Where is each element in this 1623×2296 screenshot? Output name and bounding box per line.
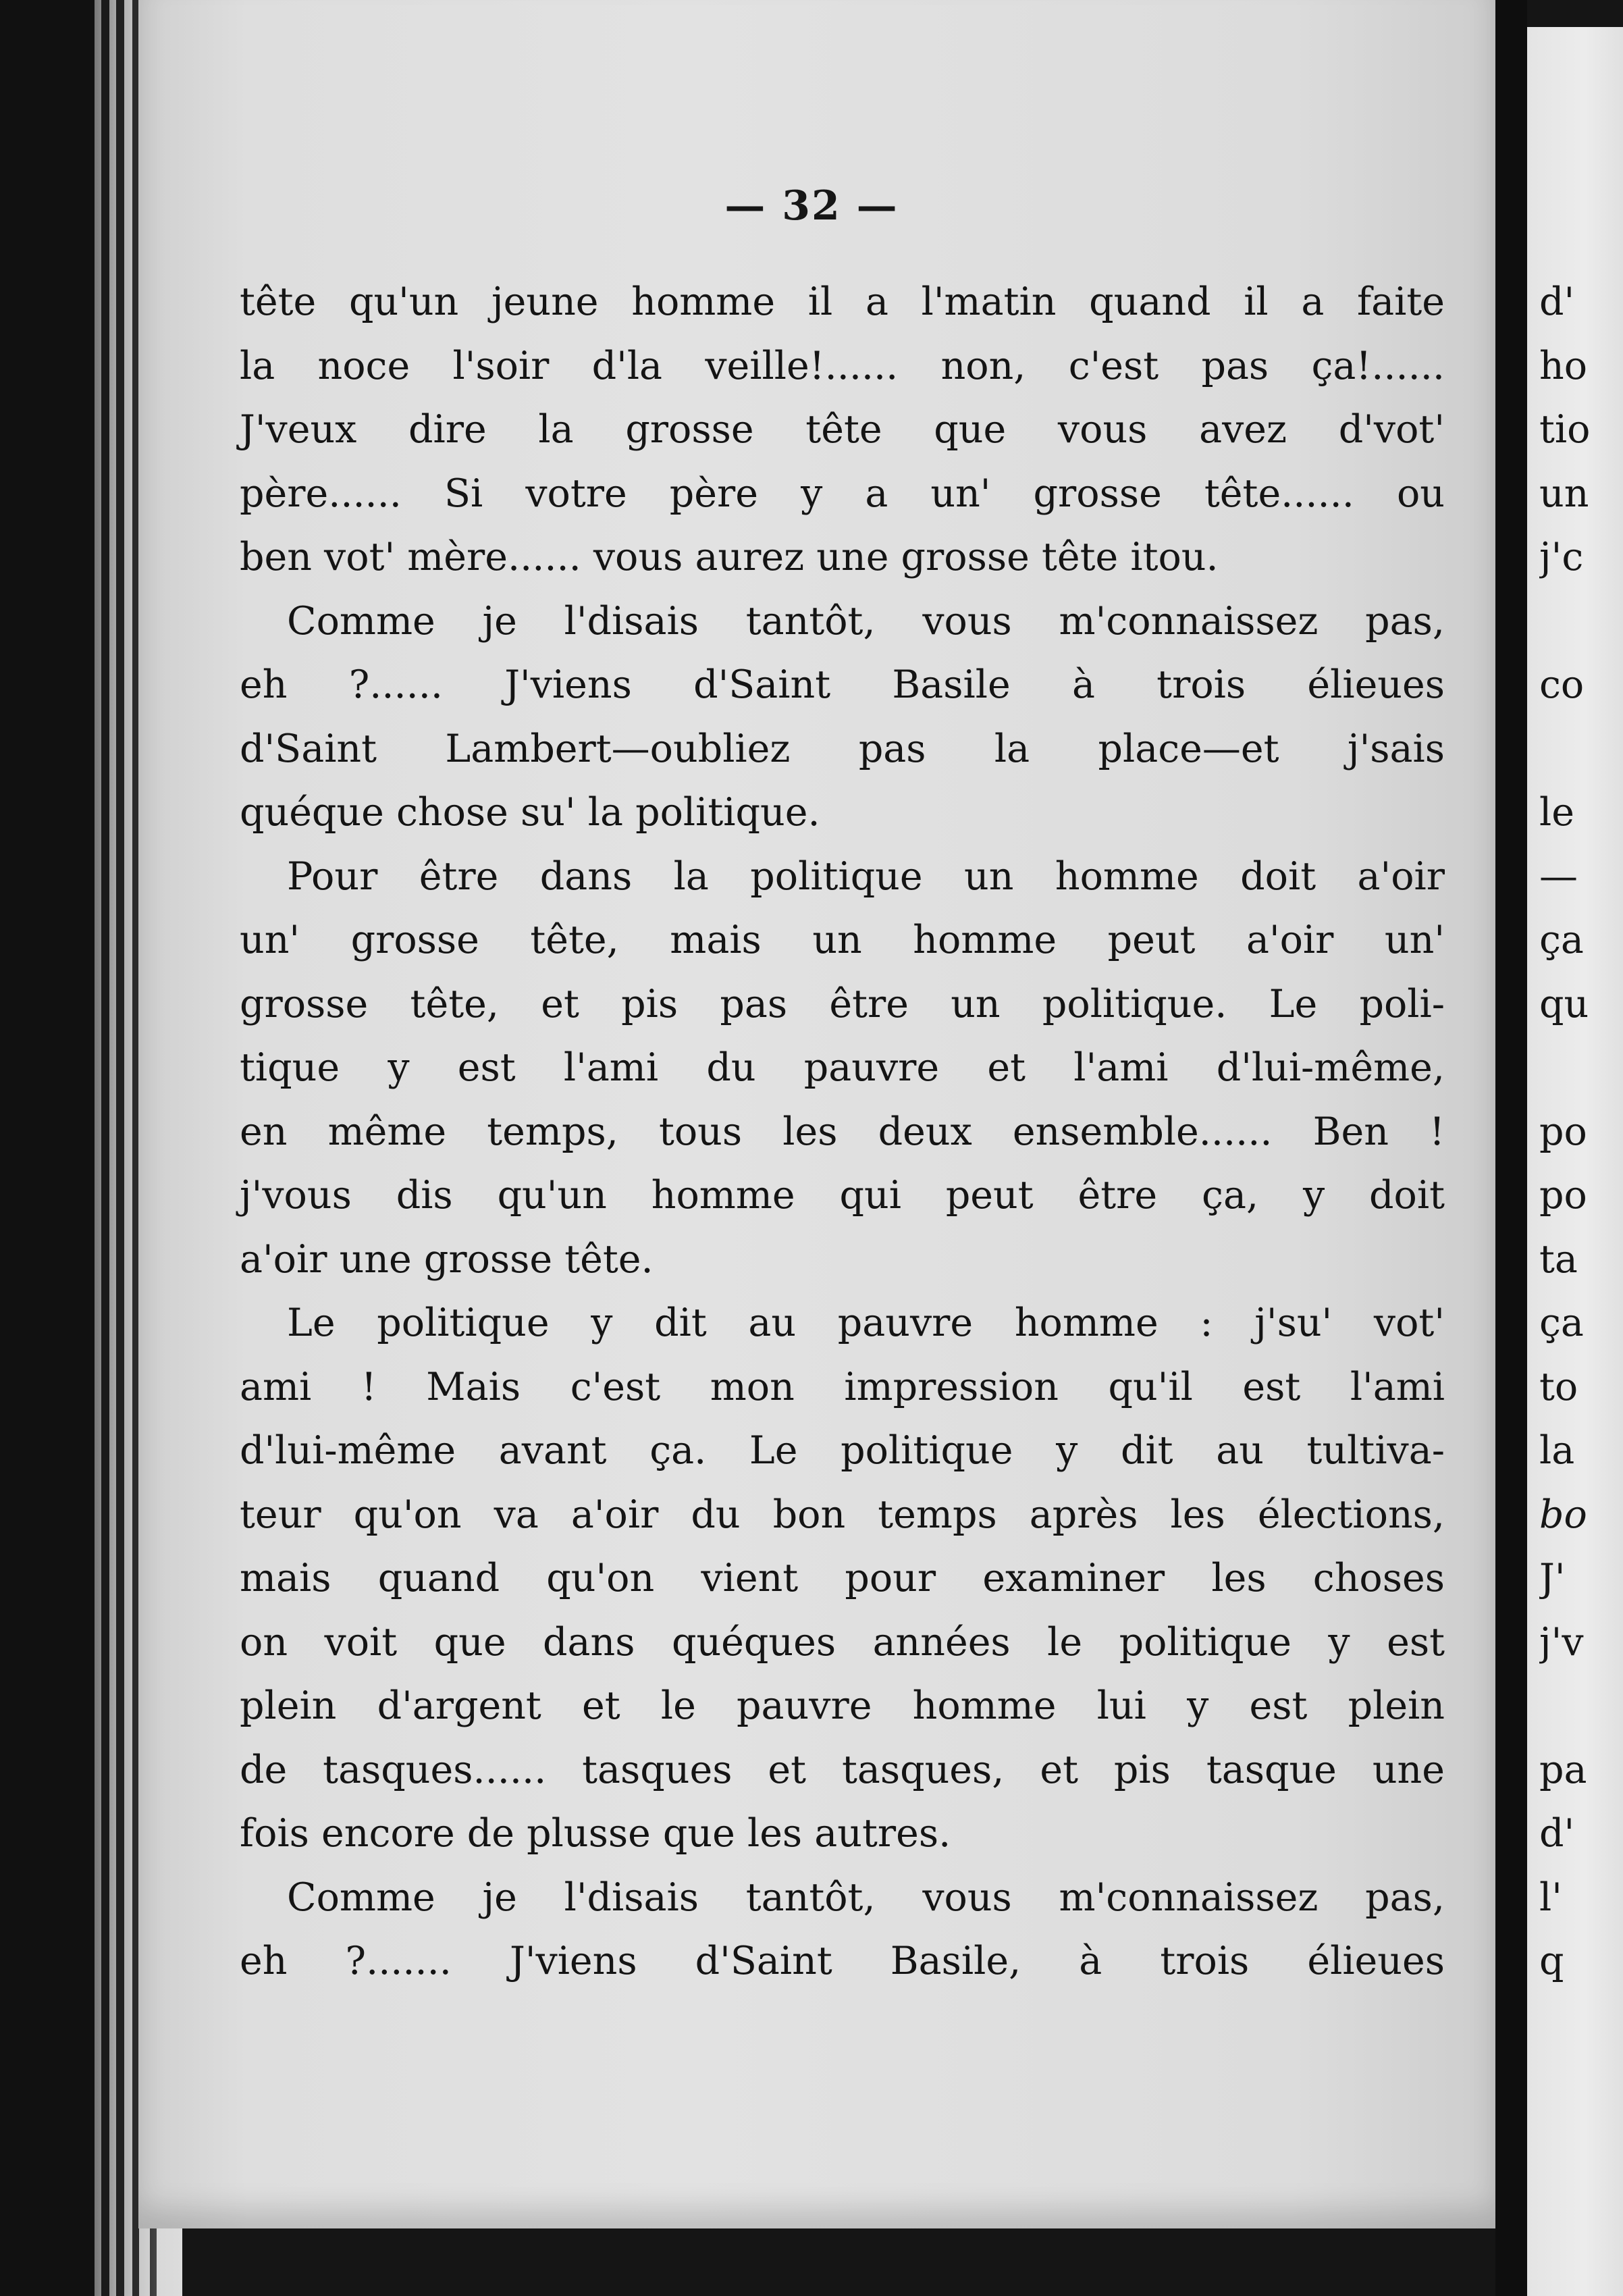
- text-line: on voit que dans quéques années le politique y est: [240, 1619, 1445, 1665]
- adjacent-text-fragment: d': [1539, 280, 1575, 324]
- adjacent-text-fragment: d': [1539, 1811, 1575, 1856]
- text-line: eh ?....... J'viens d'Saint Basile, à trois élieues: [240, 1939, 1445, 1983]
- adjacent-text-fragment: un: [1539, 471, 1589, 516]
- text-line: tique y est l'ami du pauvre et l'ami d'lui-même,: [240, 1045, 1445, 1090]
- adjacent-text-fragment: bo: [1539, 1492, 1587, 1537]
- text-line: quéque chose su' la politique.: [240, 790, 820, 835]
- text-line: teur qu'on va a'oir du bon temps après les élections,: [240, 1492, 1445, 1537]
- text-line: de tasques...... tasques et tasques, et pis tasque une: [240, 1747, 1445, 1792]
- body-text: [240, 270, 1445, 1993]
- adjacent-text-fragment: co: [1539, 662, 1585, 707]
- adjacent-text-fragment: le: [1539, 790, 1574, 835]
- adjacent-text-fragment: q: [1539, 1939, 1564, 1983]
- text-line: Pour être dans la politique un homme doit a'oir: [287, 854, 1445, 899]
- adjacent-text-fragment: to: [1539, 1364, 1578, 1409]
- text-line: grosse tête, et pis pas être un politique. Le poli-: [240, 981, 1445, 1026]
- text-line: j'vous dis qu'un homme qui peut être ça, y doit: [240, 1173, 1445, 1218]
- text-line: a'oir une grosse tête.: [240, 1236, 654, 1282]
- text-line: un' grosse tête, mais un homme peut a'oir un': [240, 918, 1445, 962]
- adjacent-text-fragment: ça: [1539, 918, 1584, 962]
- adjacent-text-fragment: tio: [1539, 407, 1591, 452]
- text-line: J'veux dire la grosse tête que vous avez d'vot': [240, 407, 1445, 452]
- text-line: tête qu'un jeune homme il a l'matin quand il a faite: [240, 280, 1445, 324]
- page-gutter: [1495, 0, 1527, 2296]
- adjacent-text-fragment: po: [1539, 1109, 1587, 1154]
- text-line: mais quand qu'on vient pour examiner les choses: [240, 1556, 1445, 1600]
- text-line: père...... Si votre père y a un' grosse tête...... ou: [240, 471, 1445, 516]
- text-line: ami ! Mais c'est mon impression qu'il est l'ami: [240, 1364, 1445, 1409]
- text-line: fois encore de plusse que les autres.: [240, 1811, 951, 1856]
- text-line: Le politique y dit au pauvre homme : j'su' vot': [287, 1301, 1445, 1345]
- text-line: ben vot' mère...... vous aurez une grosse tête itou.: [240, 535, 1219, 579]
- adjacent-text-fragment: qu: [1539, 981, 1589, 1026]
- text-line: en même temps, tous les deux ensemble...... Ben !: [240, 1109, 1445, 1154]
- adjacent-text-fragment: j'c: [1539, 535, 1584, 579]
- text-line: Comme je l'disais tantôt, vous m'connaissez pas,: [287, 598, 1445, 644]
- adjacent-text-fragment: [1539, 1036, 1623, 1100]
- text-line: la noce l'soir d'la veille!...... non, c'est pas ça!......: [240, 343, 1445, 388]
- adjacent-text-fragment: [1539, 590, 1623, 654]
- adjacent-text-fragment: po: [1539, 1173, 1587, 1218]
- adjacent-text-fragment: —: [1539, 854, 1578, 899]
- text-line: Comme je l'disais tantôt, vous m'connaissez pas,: [287, 1875, 1445, 1920]
- text-line: d'Saint Lambert—oubliez pas la place—et j'sais: [240, 726, 1445, 771]
- adjacent-text-fragment: ça: [1539, 1301, 1584, 1345]
- adjacent-text-fragment: l': [1539, 1875, 1562, 1920]
- adjacent-text-fragment: j'v: [1539, 1619, 1584, 1665]
- adjacent-text-fragment: pa: [1539, 1747, 1587, 1792]
- adjacent-text-fragment: J': [1539, 1556, 1566, 1600]
- adjacent-text-fragment: ta: [1539, 1236, 1578, 1282]
- adjacent-text-fragment: [1539, 717, 1623, 781]
- text-line: eh ?...... J'viens d'Saint Basile à trois élieues: [240, 662, 1445, 707]
- text-line: d'lui-même avant ça. Le politique y dit au tultiva-: [240, 1428, 1445, 1473]
- adjacent-page-text: [1539, 270, 1623, 1993]
- adjacent-text-fragment: ho: [1539, 343, 1588, 388]
- adjacent-text-fragment: la: [1539, 1428, 1575, 1473]
- adjacent-text-fragment: [1539, 1674, 1623, 1738]
- text-line: plein d'argent et le pauvre homme lui y est plein: [240, 1684, 1445, 1728]
- page-number: — 32 —: [724, 182, 899, 230]
